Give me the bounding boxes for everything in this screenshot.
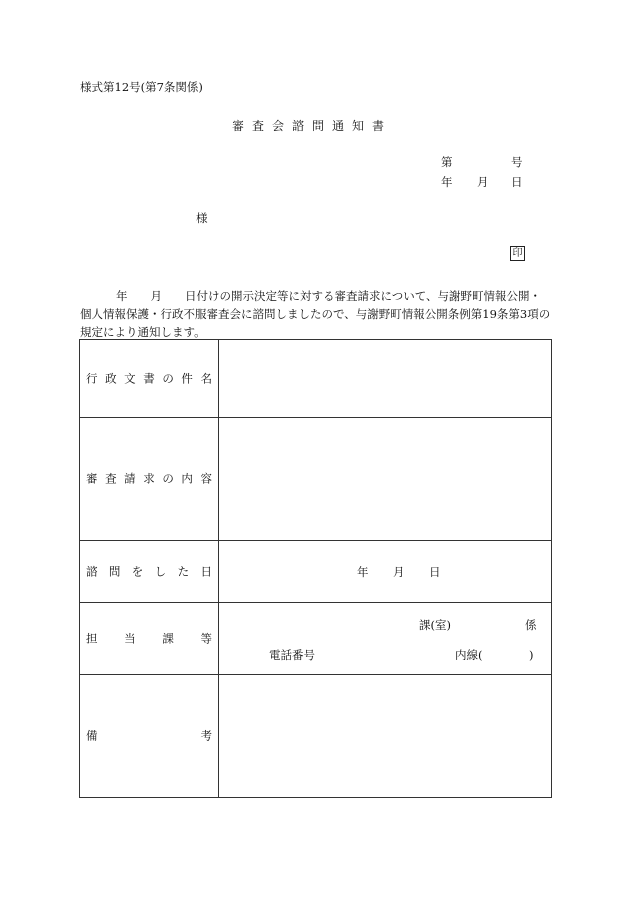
- issue-date-month: 月: [477, 175, 489, 189]
- issue-date-year: 年: [441, 175, 453, 189]
- addressee-honorific: 様: [196, 211, 208, 225]
- table-row: [80, 603, 552, 675]
- label-remarks: [80, 675, 219, 798]
- label-char: 考: [200, 728, 212, 743]
- document-title: 審査会諮問通知書: [232, 119, 393, 133]
- issue-date-day: 日: [511, 175, 523, 189]
- form-number: 様式第12号(第7条関係): [80, 80, 203, 94]
- consultation-date-field[interactable]: [219, 541, 552, 603]
- phone-number-label: 電話番号: [269, 648, 315, 662]
- label-char: を: [131, 563, 144, 578]
- notice-body-line: 規定により通知します。: [80, 325, 206, 339]
- label-text: [86, 563, 212, 578]
- label-document-subject: [80, 340, 219, 418]
- consult-date-day: 日: [429, 565, 441, 579]
- label-char: 問: [108, 563, 121, 578]
- label-char: 文: [124, 370, 136, 385]
- label-char: 担: [86, 630, 98, 645]
- label-text: [86, 630, 212, 645]
- department-field[interactable]: [219, 603, 552, 675]
- label-char: 件: [181, 370, 193, 385]
- label-char: 当: [124, 630, 136, 645]
- table-row: [80, 675, 552, 798]
- label-char: 行: [86, 370, 98, 385]
- label-char: 名: [200, 370, 212, 385]
- reference-number-prefix: 第: [441, 155, 453, 169]
- label-text: [86, 473, 212, 485]
- department-unit-label: 係: [525, 618, 537, 632]
- table-row: [80, 418, 552, 541]
- consult-date-year: 年: [357, 565, 369, 579]
- label-char: 等: [200, 630, 212, 645]
- label-char: の: [162, 370, 174, 385]
- label-char: 容: [200, 471, 212, 486]
- label-text: [86, 370, 212, 385]
- notice-body-line: 個人情報保護・行政不服審査会に諮問しましたので、与謝野町情報公開条例第19条第3項の: [80, 307, 551, 321]
- extension-close: ): [529, 648, 534, 662]
- consult-date-month: 月: [393, 565, 405, 579]
- department-section-label: 課(室): [419, 618, 451, 632]
- label-department: [80, 603, 219, 675]
- label-char: し: [154, 563, 167, 578]
- remarks-field[interactable]: [219, 675, 552, 798]
- label-text: [86, 730, 212, 742]
- seal-stamp-box: 印: [510, 246, 525, 261]
- reference-number-suffix: 号: [511, 155, 523, 169]
- label-char: た: [177, 563, 190, 578]
- request-content-field[interactable]: [219, 418, 552, 541]
- document-subject-field[interactable]: [219, 340, 552, 418]
- label-char: 査: [105, 471, 117, 486]
- label-request-content: [80, 418, 219, 541]
- notice-body: [80, 287, 560, 341]
- label-char: 備: [86, 728, 98, 743]
- label-char: 諮: [86, 563, 98, 578]
- label-char: 内: [181, 471, 193, 486]
- extension-label: 内線(: [455, 648, 483, 662]
- notice-body-line: 年 月 日付けの開示決定等に対する審査請求について、与謝野町情報公開・: [116, 289, 542, 303]
- label-char: 書: [143, 370, 155, 385]
- label-char: 課: [162, 630, 174, 645]
- label-consultation-date: [80, 541, 219, 603]
- table-row: [80, 541, 552, 603]
- label-char: 日: [200, 563, 212, 578]
- notice-form-table: [79, 339, 552, 798]
- label-char: の: [162, 471, 174, 486]
- label-char: 審: [86, 471, 98, 486]
- label-char: 求: [143, 471, 155, 486]
- table-row: [80, 340, 552, 418]
- label-char: 政: [105, 370, 117, 385]
- label-char: 請: [124, 471, 136, 486]
